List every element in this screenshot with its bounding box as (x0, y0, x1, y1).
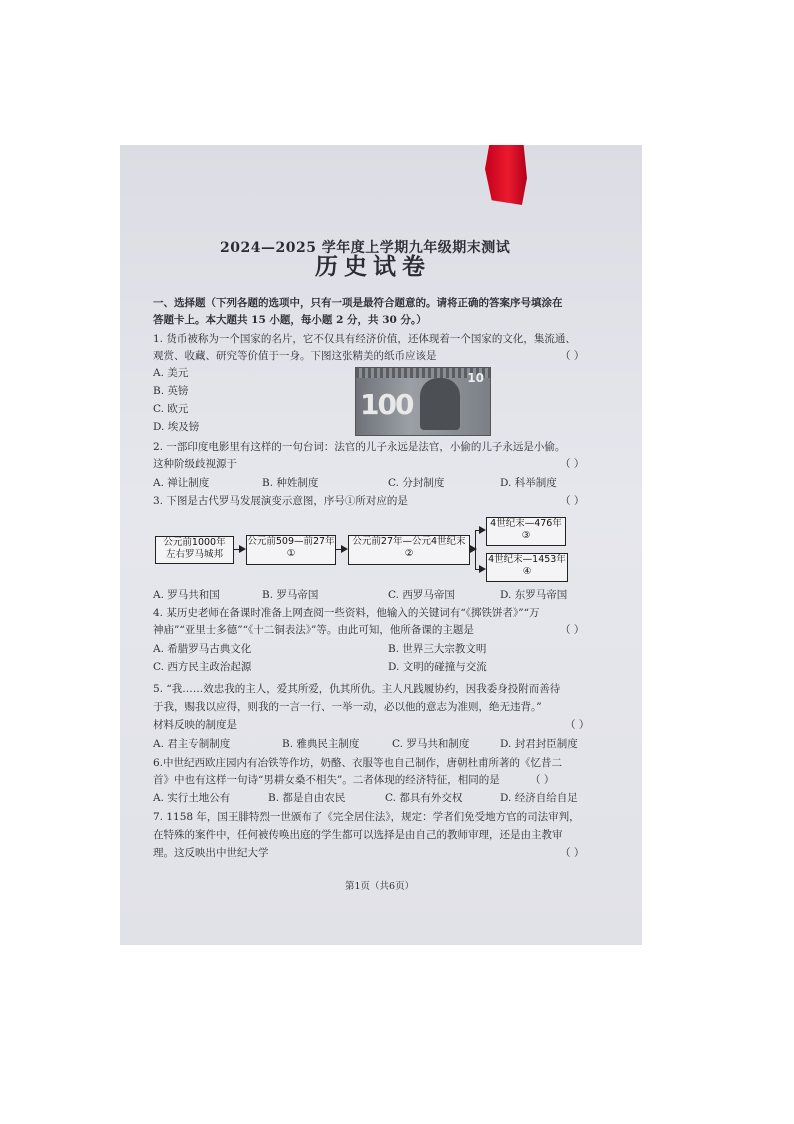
q4-option-c: C. 西方民主政治起源 (153, 661, 252, 673)
exam-title: 2024—2025 学年度上学期九年级期末测试 (220, 240, 511, 256)
diagram-box-4 (486, 553, 568, 582)
q4-option-d: D. 文明的碰撞与交流 (388, 661, 487, 673)
banknote-value: 100 (360, 388, 413, 421)
q2-option-a: A. 禅让制度 (153, 477, 210, 489)
question-6-text-cont: 首》中也有这样一句诗“男耕女桑不相失”。二者体现的经济特征，相同的是 (153, 774, 500, 786)
q6-option-c: C. 都具有外交权 (385, 792, 463, 804)
answer-bracket: （ ） (560, 458, 585, 470)
q2-option-c: C. 分封制度 (388, 477, 445, 489)
q4-option-b: B. 世界三大宗教文明 (388, 643, 487, 655)
q3-option-b: B. 罗马帝国 (262, 589, 319, 601)
q1-option-a: A. 美元 (153, 367, 189, 379)
section-heading: 一、选择题（下列各题的选项中，只有一项是最符合题意的。请将正确的答案序号填涂在 (153, 297, 563, 309)
page-footer: 第1页（共6页） (345, 881, 415, 892)
question-5-text-cont: 于我，赐我以应得，则我的一言一行、一举一动，必以他的意志为准则，绝无违背。” (153, 701, 542, 713)
diagram-arrow (469, 549, 475, 550)
diagram-arrow (335, 549, 346, 550)
diagram-box-3 (486, 517, 566, 546)
answer-bracket: （ ） (560, 495, 585, 507)
q5-option-c: C. 罗马共和制度 (392, 738, 470, 750)
question-3-text: 3. 下图是古代罗马发展演变示意图，序号①所对应的是 (153, 495, 408, 507)
answer-bracket: （ ） (560, 624, 585, 636)
question-6-text: 6.中世纪西欧庄园内有冶铁等作坊，奶酪、衣服等也自己制作，唐朝杜甫所著的《忆昔二 (153, 757, 563, 769)
diagram-label: ① (286, 548, 296, 559)
diagram-label: 公元前1000年 (163, 537, 226, 548)
question-7-text-cont2: 理。这反映出中世纪大学 (153, 847, 269, 859)
q5-option-a: A. 君主专制制度 (153, 738, 231, 750)
answer-bracket: （ ） (530, 774, 555, 786)
answer-bracket: （ ） (560, 847, 585, 859)
q3-option-a: A. 罗马共和国 (153, 589, 220, 601)
question-4-text-cont: 神庙”“亚里士多德”“《十二铜表法》”等。由此可知，他所备课的主题是 (153, 624, 474, 636)
diagram-arrow (475, 569, 484, 570)
diagram-label: ② (404, 548, 414, 559)
question-1-text-cont: 观赏、收藏、研究等价值于一身。下图这张精美的纸币应该是 (153, 350, 437, 362)
diagram-label: 公元前509—前27年 (247, 536, 335, 547)
diagram-box-2 (348, 535, 470, 565)
answer-bracket: （ ） (565, 719, 590, 731)
diagram-label: 左右罗马城邦 (165, 549, 223, 560)
q5-option-b: B. 雅典民主制度 (282, 738, 360, 750)
q5-option-d: D. 封君封臣制度 (500, 738, 578, 750)
q3-option-d: D. 东罗马帝国 (500, 589, 568, 601)
question-7-text: 7. 1158 年，国王腓特烈一世颁布了《完全居住法》，规定：学者们免受地方官的司法审判， (153, 811, 580, 823)
q4-option-a: A. 希腊罗马古典文化 (153, 643, 252, 655)
question-1-text: 1. 货币被称为一个国家的名片，它不仅具有经济价值，还体现着一个国家的文化，集流通、 (153, 333, 576, 345)
q3-option-c: C. 西罗马帝国 (388, 589, 455, 601)
sphinx-figure (420, 378, 460, 430)
question-5-text: 5. “我……效忠我的主人，爱其所爱，仇其所仇。主人凡践履协约，因我委身投附而善待 (153, 683, 561, 695)
answer-bracket: （ ） (560, 350, 585, 362)
diagram-box-roman-city-state (155, 536, 234, 564)
section-heading-cont: 答题卡上。本大题共 15 小题，每小题 2 分，共 30 分。） (153, 314, 427, 326)
q6-option-a: A. 实行土地公有 (153, 792, 231, 804)
q2-option-b: B. 种姓制度 (262, 477, 319, 489)
subject-title: 历史试卷 (315, 253, 431, 280)
diagram-box-1 (246, 535, 336, 565)
q6-option-b: B. 都是自由农民 (268, 792, 346, 804)
q1-option-b: B. 英镑 (153, 385, 189, 397)
q2-option-d: D. 科举制度 (500, 477, 557, 489)
q1-option-c: C. 欧元 (153, 403, 189, 415)
banknote-corner-value: 10 (467, 371, 484, 385)
diagram-label: 4世纪末—1453年 (488, 554, 566, 565)
diagram-arrow (475, 530, 484, 531)
diagram-label: 公元前27年—公元4世纪末 (352, 536, 466, 547)
question-2-text: 2. 一部印度电影里有这样的一句台词：法官的儿子永远是法官，小偷的儿子永远是小偷。 (153, 441, 566, 453)
question-4-text: 4. 某历史老师在备课时准备上网查阅一些资料，他输入的关键词有“《掷铁饼者》”“万 (153, 607, 540, 619)
question-7-text-cont: 在特殊的案件中，任何被传唤出庭的学生都可以选择是由自己的教师审理，还是由主教审 (153, 829, 563, 841)
banknote-image (355, 367, 491, 436)
diagram-arrow (233, 549, 244, 550)
question-5-text-cont2: 材料反映的制度是 (153, 719, 237, 731)
diagram-label: 4世纪末—476年 (490, 518, 562, 529)
q6-option-d: D. 经济自给自足 (500, 792, 578, 804)
q1-option-d: D. 埃及镑 (153, 421, 200, 433)
diagram-label: ④ (522, 566, 532, 577)
question-2-text-cont: 这种阶级歧视源于 (153, 458, 237, 470)
diagram-label: ③ (521, 530, 531, 541)
